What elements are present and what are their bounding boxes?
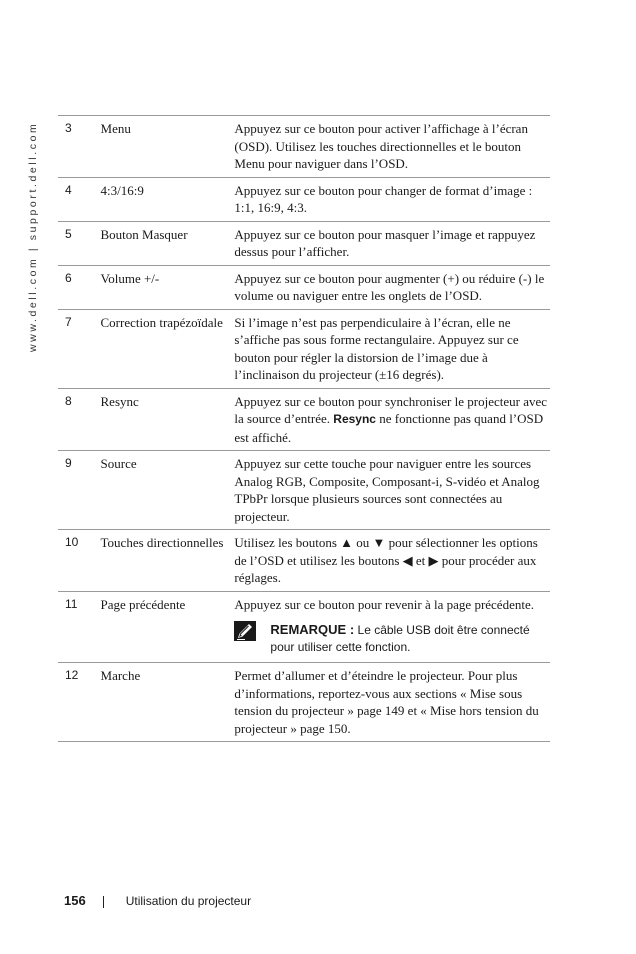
row-name: Resync [100,393,139,409]
table-row [58,388,550,451]
controls-table [58,115,550,742]
note-label: REMARQUE : [270,622,355,637]
row-number: 4 [65,182,72,197]
row-description: Appuyez sur ce bouton pour activer l’affichage à l’écran (OSD). Utilisez les touches directionnelles et le bouton Menu pour naviguer dans l’OSD. [234,121,528,171]
row-description: Appuyez sur ce bouton pour augmenter (+) ou réduire (-) le volume ou naviguer entre les onglets de l’OSD. [234,270,545,303]
row-name: Bouton Masquer [100,226,188,242]
table-row [58,451,550,530]
desc-text: Appuyez sur ce bouton pour revenir à la page précédente. [234,596,534,612]
footer-divider [103,896,104,908]
note-text: Le câble USB doit être connecté pour utiliser cette fonction. [270,623,530,654]
page-number: 156 [64,893,86,908]
table-row [58,265,550,309]
row-description: Utilisez les boutons ▲ ou ▼ pour sélectionner les options de l’OSD et utilisez les boutons ◀ et ▶ pour procéder aux réglages. [234,535,538,585]
row-description [234,591,550,663]
pencil-note-icon [234,621,256,641]
row-number: 8 [65,393,72,408]
row-name: Touches directionnelles [100,535,224,550]
row-name: Page précédente [100,596,186,612]
row-description [234,388,550,451]
row-description: Si l’image n’est pas perpendiculaire à l’écran, elle ne s’affiche pas sous forme rectangulaire. Appuyez sur ce bouton pour régler la distorsion de l’image due à l’inclinaison du projecteur (±16 degrés). [234,314,519,382]
row-name: Marche [100,668,141,683]
row-number: 11 [65,596,78,611]
table-row [58,177,550,221]
note-box [234,621,550,656]
row-name: Source [100,456,137,471]
desc-part: Appuyez sur ce bouton pour synchroniser le projecteur avec la source d’entrée. [234,393,547,426]
table-row [58,116,550,178]
table-row [58,663,550,742]
row-description: Appuyez sur ce bouton pour masquer l’image et rappuyez dessus pour l’afficher. [234,226,536,259]
row-description: Permet d’allumer et d’éteindre le projecteur. Pour plus d’informations, reportez-vous aux sections « Mise sous tension du projecteur » page 149 et « Mise hors tension du projecteur » page 150. [234,668,539,736]
row-number: 12 [65,668,79,682]
row-number: 5 [65,226,72,241]
row-number: 3 [65,121,72,135]
table-row [58,221,550,265]
row-description: Appuyez sur ce bouton pour changer de format d’image : 1:1, 16:9, 4:3. [234,182,533,215]
table-row [58,530,550,592]
row-number: 10 [65,535,79,549]
row-description: Appuyez sur cette touche pour naviguer entre les sources Analog RGB, Composite, Composant-i, S-vidéo et Analog TPbPr lorsque plusieurs sources sont connectées au projecteur. [234,456,540,524]
row-name: Volume +/- [100,270,160,286]
row-name: 4:3/16:9 [100,182,144,198]
row-name: Menu [100,121,131,136]
row-number: 7 [65,314,72,329]
table-row [58,591,550,663]
table-row [58,309,550,388]
row-number: 9 [65,456,72,470]
resync-keyword: Resync [333,412,376,426]
row-number: 6 [65,270,72,285]
page-footer [64,893,251,908]
side-url: www.dell.com | support.dell.com [27,121,39,352]
section-title: Utilisation du projecteur [125,894,252,908]
desc-part: ne fonctionne pas quand l’OSD est affiché. [234,411,544,445]
row-name: Correction trapézoïdale [100,314,223,330]
